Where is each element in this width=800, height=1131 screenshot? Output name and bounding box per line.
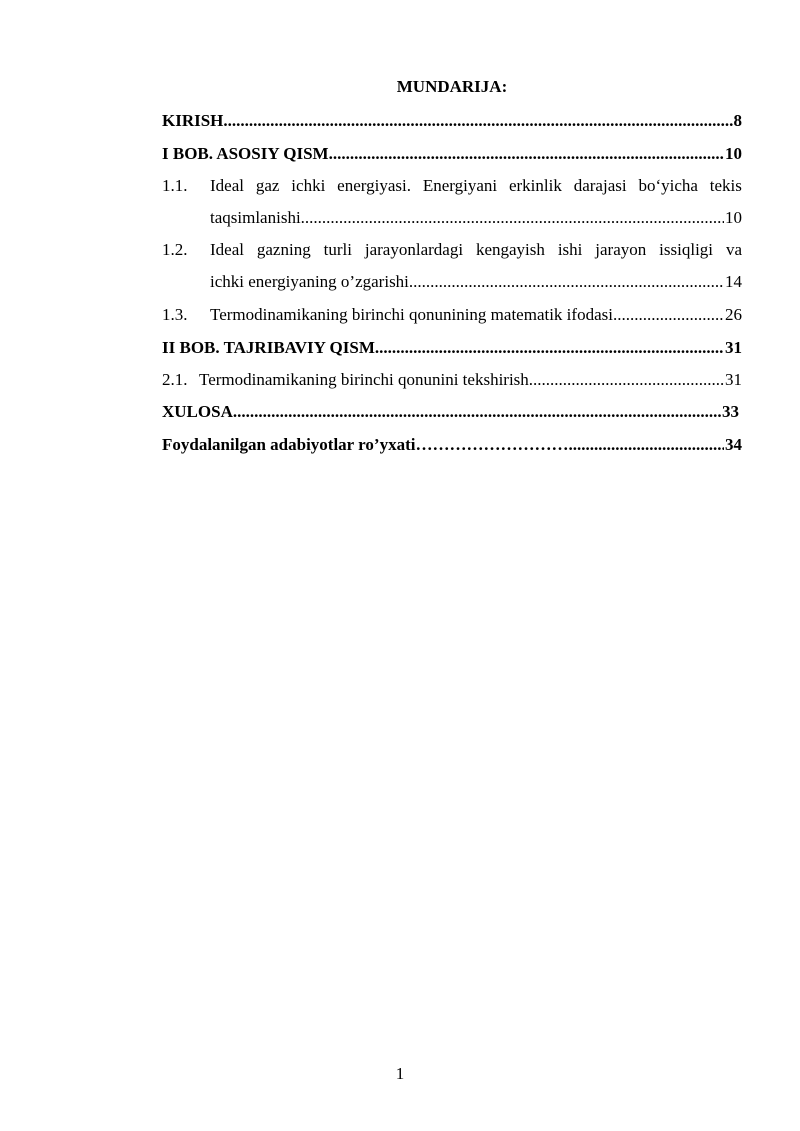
- word: kengayish: [475, 240, 545, 259]
- toc-page-number: 31: [725, 338, 742, 357]
- toc-page-number: 14: [725, 272, 742, 291]
- toc-entry-xulosa[interactable]: [162, 402, 739, 422]
- dot-leader: [223, 111, 732, 131]
- word: va: [725, 240, 742, 259]
- toc-page-number: 33: [722, 402, 739, 421]
- dot-leader: [613, 305, 724, 325]
- toc-page-number: 10: [725, 144, 742, 163]
- word: energiyasi.: [337, 176, 411, 195]
- word: bo‘yicha: [638, 176, 698, 195]
- dot-leader: [233, 402, 721, 422]
- toc-entry-bob2[interactable]: [162, 338, 742, 358]
- toc-entry-1-1[interactable]: [162, 176, 742, 196]
- toc-page-number: 10: [725, 208, 742, 227]
- toc-entry-2-1[interactable]: [162, 370, 742, 390]
- dot-leader: [568, 435, 724, 455]
- word: gaz: [255, 176, 280, 195]
- word: Ideal: [210, 240, 244, 259]
- section-number: 1.3.: [162, 305, 188, 324]
- toc-page-number: 34: [725, 435, 742, 454]
- toc-entry-adabiyot[interactable]: [162, 435, 742, 455]
- toc-entry-label: XULOSA: [162, 402, 233, 421]
- section-number: 1.1.: [162, 176, 188, 195]
- word: jarayonlardagi: [364, 240, 464, 259]
- word: Ideal: [210, 176, 244, 195]
- word: ichki: [291, 176, 326, 195]
- toc-title: MUNDARIJA:: [396, 77, 508, 96]
- word: issiqligi: [659, 240, 714, 259]
- word: darajasi: [573, 176, 627, 195]
- toc-entry-label: Termodinamikaning birinchi qonunining matematik ifodasi: [210, 305, 613, 324]
- toc-entry-1-1-cont[interactable]: [162, 208, 742, 228]
- toc-page-number: 8: [733, 111, 742, 130]
- toc-entry-label: Termodinamikaning birinchi qonunini tekshirish: [199, 370, 529, 389]
- ellipsis-leader: ………………………: [415, 435, 569, 454]
- toc-entry-1-2[interactable]: [162, 240, 742, 260]
- toc-entry-line1: [210, 176, 742, 196]
- toc-page-number: 26: [725, 305, 742, 324]
- toc-page-number: 31: [725, 370, 742, 389]
- word: gazning: [256, 240, 311, 259]
- toc-entry-1-2-cont[interactable]: [162, 272, 742, 292]
- toc-entry-kirish[interactable]: [162, 111, 742, 131]
- toc-entry-line1: [210, 240, 742, 260]
- dot-leader: [375, 338, 724, 358]
- word: turli: [323, 240, 352, 259]
- dot-leader: [529, 370, 724, 390]
- dot-leader: [301, 208, 724, 228]
- dot-leader: [409, 272, 724, 292]
- toc-entry-bob1[interactable]: [162, 144, 742, 164]
- word: erkinlik: [508, 176, 562, 195]
- word: Energiyani: [422, 176, 498, 195]
- toc-entry-label: II BOB. TAJRIBAVIY QISM: [162, 338, 375, 357]
- section-number: 2.1.: [162, 370, 188, 389]
- toc-entry-label: ichki energiyaning o’zgarishi: [210, 272, 409, 291]
- toc-entry-1-3[interactable]: [162, 305, 742, 325]
- toc-entry-label: I BOB. ASOSIY QISM: [162, 144, 329, 163]
- dot-leader: [329, 144, 724, 164]
- word: tekis: [709, 176, 742, 195]
- section-number: 1.2.: [162, 240, 188, 259]
- page-number-footer: 1: [395, 1064, 405, 1083]
- toc-entry-label: taqsimlanishi: [210, 208, 301, 227]
- toc-entry-label: KIRISH: [162, 111, 224, 130]
- word: ishi: [557, 240, 583, 259]
- word: jarayon: [595, 240, 647, 259]
- toc-entry-label: Foydalanilgan adabiyotlar ro’yxati: [162, 435, 416, 454]
